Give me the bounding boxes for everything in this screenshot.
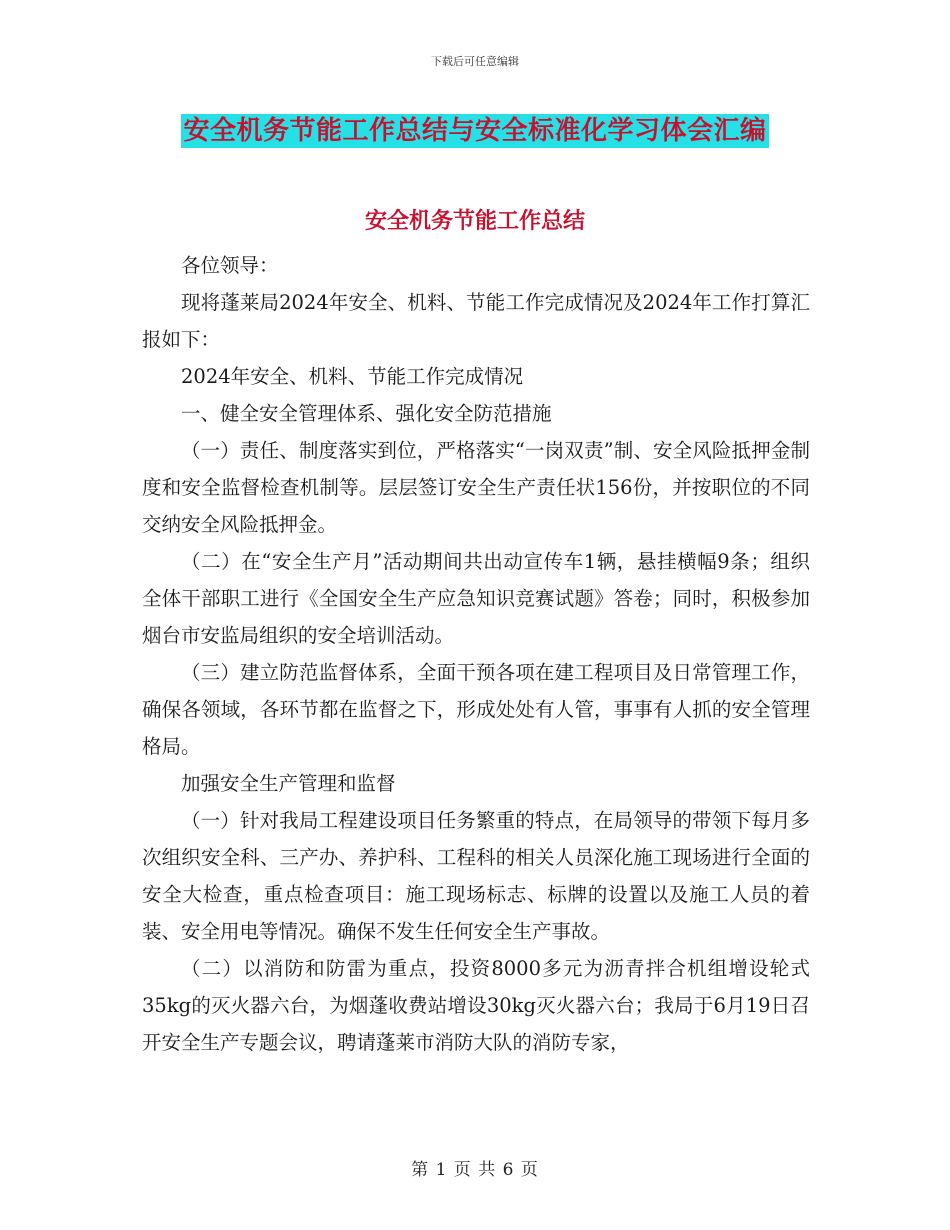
paragraph: 加强安全生产管理和监督 <box>181 772 396 795</box>
paragraph: 一、健全安全管理体系、强化安全防范措施 <box>181 402 552 425</box>
document-body <box>142 247 810 1061</box>
document-title <box>0 110 950 147</box>
paragraph: （三）建立防范监督体系，全面干预各项在建工程项目及日常管理工作，确保各领域，各环节都在监督之下，形成处处有人管，事事有人抓的安全管理格局。 <box>142 661 810 758</box>
paragraph: （二）在“安全生产月”活动期间共出动宣传车1辆，悬挂横幅9条；组织全体干部职工进行《全国安全生产应急知识竞赛试题》答卷；同时，积极参加烟台市安监局组织的安全培训活动。 <box>142 550 810 647</box>
paragraph: （一）针对我局工程建设项目任务繁重的特点，在局领导的带领下每月多次组织安全科、三产办、养护科、工程科的相关人员深化施工现场进行全面的安全大检查，重点检查项目：施工现场标志、标牌的设置以及施工人员的着装、安全用电等情况。确保不发生任何安全生产事故。 <box>142 809 810 943</box>
paragraph: 各位领导： <box>181 254 279 277</box>
section-title: 安全机务节能工作总结 <box>364 208 585 234</box>
paragraph: （二）以消防和防雷为重点，投资8000多元为沥青拌合机组增设轮式35kg的灭火器六台，为烟蓬收费站增设30kg灭火器六台；我局于6月19日召开安全生产专题会议，聘请蓬莱市消防大队的消防专家， <box>142 957 810 1054</box>
paragraph: 现将蓬莱局2024年安全、机料、节能工作完成情况及2024年工作打算汇报如下： <box>142 291 810 351</box>
paragraph: 2024年安全、机料、节能工作完成情况 <box>181 365 524 388</box>
document-title-text: 安全机务节能工作总结与安全标准化学习体会汇编 <box>183 116 767 146</box>
page-number: 第 1 页 共 6 页 <box>411 1160 539 1180</box>
page-header-note: 下载后可任意编辑 <box>431 55 519 68</box>
paragraph: （一）责任、制度落实到位，严格落实“一岗双责”制、安全风险抵押金制度和安全监督检查机制等。层层签订安全生产责任状156份，并按职位的不同交纳安全风险抵押金。 <box>142 439 810 536</box>
